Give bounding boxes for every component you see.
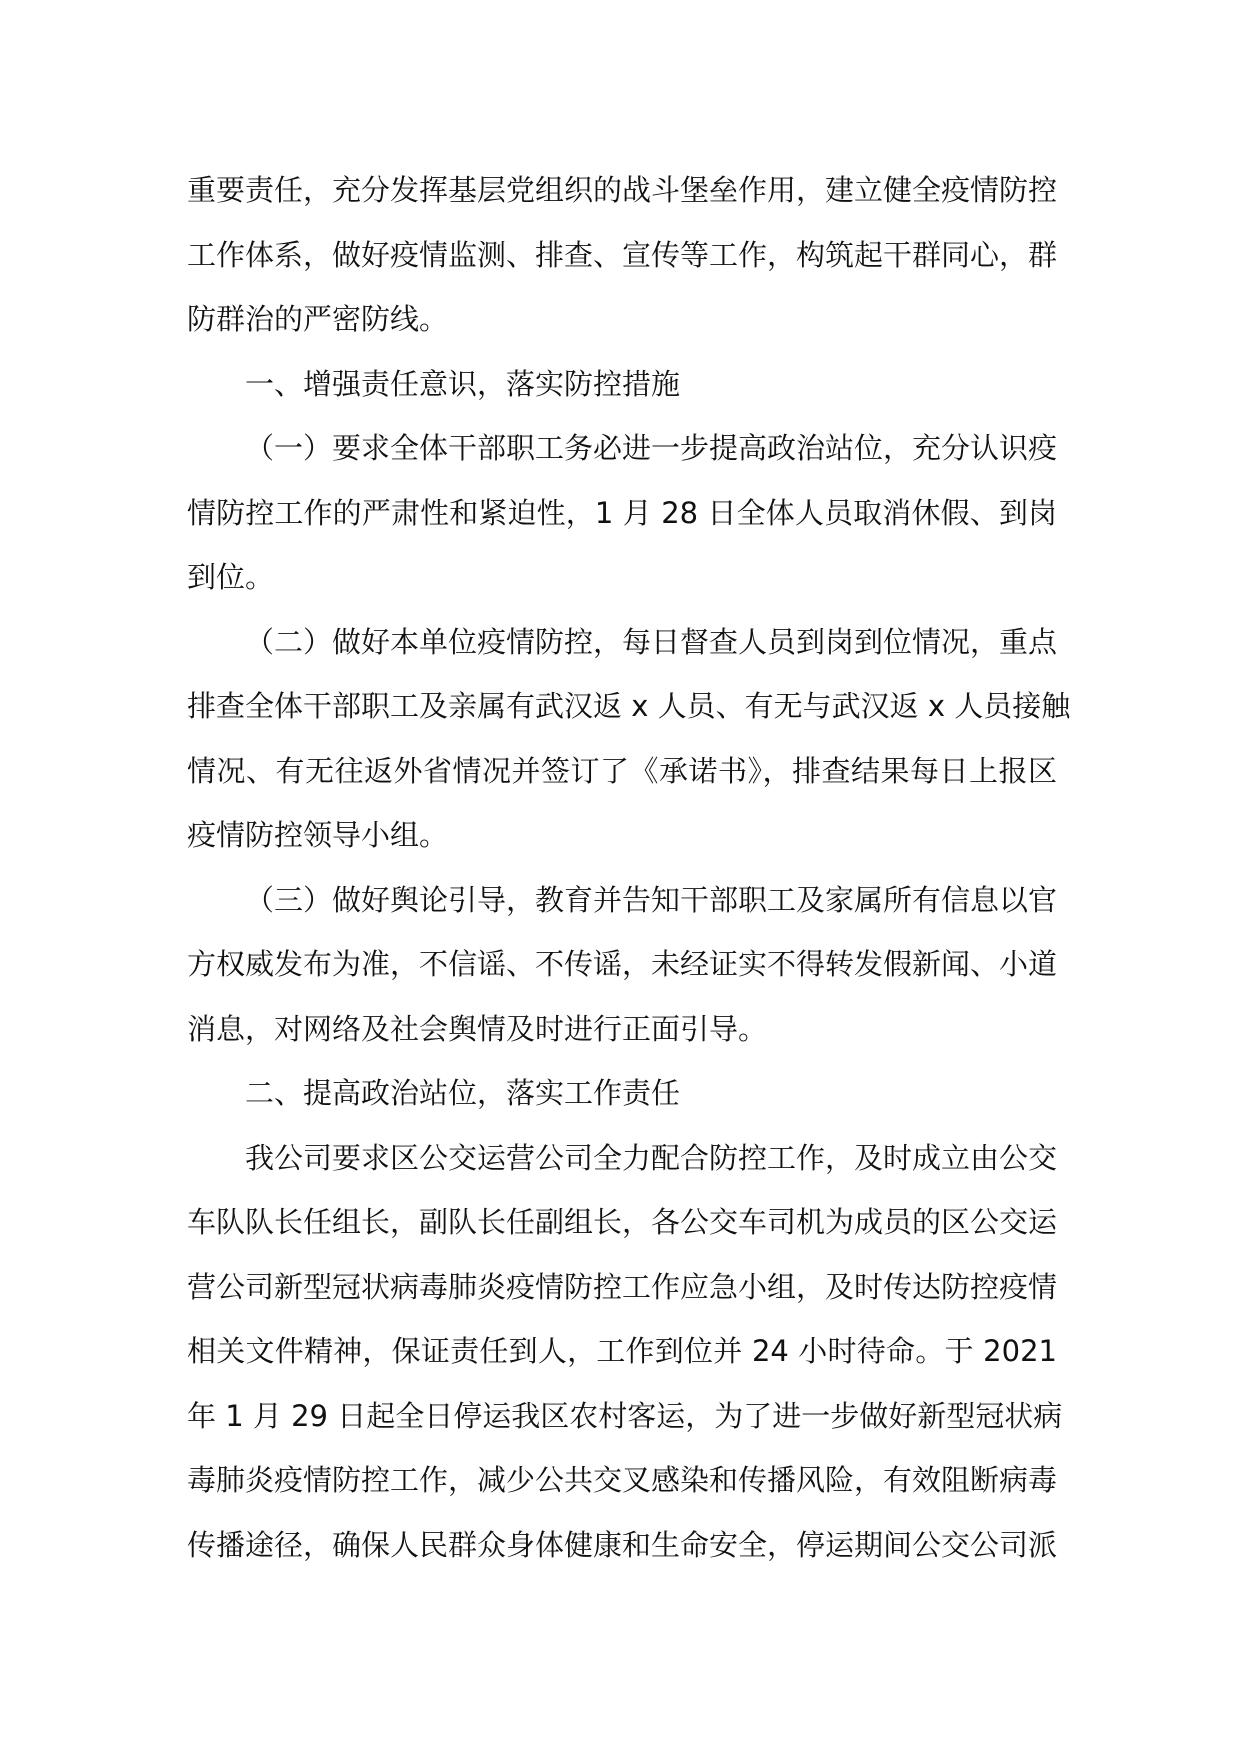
text-line: 营公司新型冠状病毒肺炎疫情防控工作应急小组，及时传达防控疫情: [187, 1269, 1058, 1304]
section-heading: 二、提高政治站位，落实工作责任: [245, 1076, 681, 1110]
text-line: （一）要求全体干部职工务必进一步提高政治站位，充分认识疫: [245, 431, 1058, 465]
document-body: [187, 158, 1071, 1577]
text-line: 防群治的严密防线。: [187, 302, 449, 336]
text-line: （三）做好舆论引导，教育并告知干部职工及家属所有信息以官: [245, 882, 1058, 917]
text-line: 车队队长任组长，副队长任副组长，各公交车司机为成员的区公交运: [187, 1205, 1058, 1239]
section-heading: 一、增强责任意识，落实防控措施: [245, 366, 681, 401]
text-line: 到位。: [187, 560, 275, 594]
text-line: 情防控工作的严肃性和紧迫性，1 月 28 日全体人员取消休假、到岗: [187, 495, 1057, 530]
text-line: 毒肺炎疫情防控工作，减少公共交叉感染和传播风险，有效阻断病毒: [187, 1463, 1058, 1497]
text-line: 传播途径，确保人民群众身体健康和生命安全，停运期间公交公司派: [187, 1527, 1058, 1562]
text-line: 相关文件精神，保证责任到人，工作到位并 24 小时待命。于 2021: [187, 1334, 1057, 1368]
text-line: （二）做好本单位疫情防控，每日督查人员到岗到位情况，重点: [245, 624, 1058, 659]
text-line: 工作体系，做好疫情监测、排查、宣传等工作，构筑起干群同心，群: [187, 237, 1058, 272]
text-line: 年 1 月 29 日起全日停运我区农村客运，为了进一步做好新型冠状病: [187, 1398, 1063, 1433]
text-line: 排查全体干部职工及亲属有武汉返 x 人员、有无与武汉返 x 人员接触: [187, 689, 1071, 723]
text-line: 消息，对网络及社会舆情及时进行正面引导。: [187, 1011, 768, 1046]
text-line: 疫情防控领导小组。: [187, 818, 449, 852]
text-line: 我公司要求区公交运营公司全力配合防控工作，及时成立由公交: [245, 1140, 1058, 1175]
text-line: 方权威发布为准，不信谣、不传谣，未经证实不得转发假新闻、小道: [187, 947, 1058, 981]
text-line: 情况、有无往返外省情况并签订了《承诺书》，排查结果每日上报区: [187, 753, 1057, 788]
text-line: 重要责任，充分发挥基层党组织的战斗堡垒作用，建立健全疫情防控: [187, 173, 1058, 207]
